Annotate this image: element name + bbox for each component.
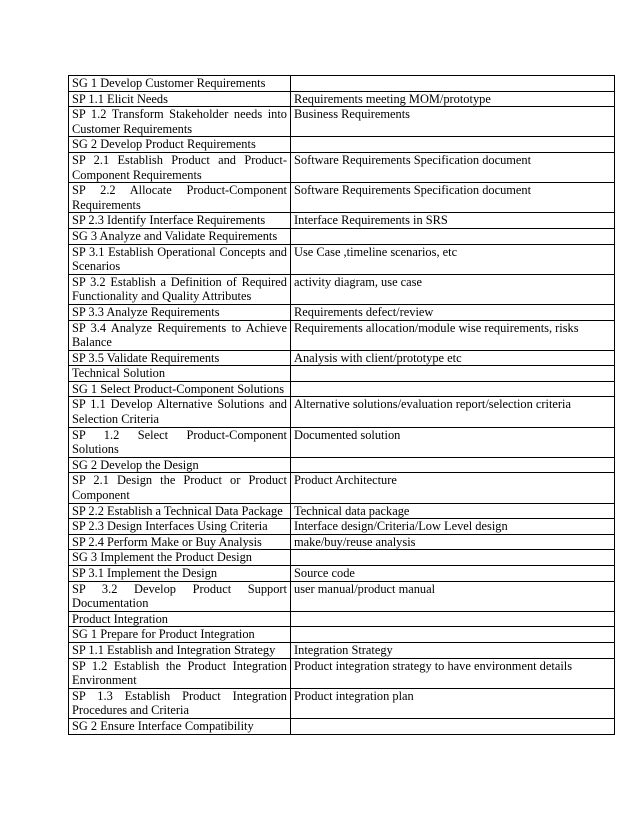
practice-cell: SP 2.1 Design the Product or Product Component — [69, 473, 291, 503]
artifact-cell: Source code — [291, 566, 615, 582]
practice-cell: SP 2.3 Design Interfaces Using Criteria — [69, 519, 291, 535]
artifact-cell: Interface design/Criteria/Low Level design — [291, 519, 615, 535]
table-row — [69, 91, 615, 107]
practice-cell: SG 2 Ensure Interface Compatibility — [69, 718, 291, 734]
table-row — [69, 534, 615, 550]
table-row — [69, 581, 615, 611]
practice-cell: SP 3.3 Analyze Requirements — [69, 304, 291, 320]
practice-cell: SP 3.1 Establish Operational Concepts and Scenarios — [69, 244, 291, 274]
artifact-cell: Product integration strategy to have environment details — [291, 658, 615, 688]
requirements-mapping-table — [68, 75, 615, 735]
artifact-cell: user manual/product manual — [291, 581, 615, 611]
artifact-cell: make/buy/reuse analysis — [291, 534, 615, 550]
practice-cell: SP 2.3 Identify Interface Requirements — [69, 213, 291, 229]
table-row — [69, 107, 615, 137]
artifact-cell — [291, 228, 615, 244]
table-row — [69, 658, 615, 688]
table-row — [69, 718, 615, 734]
table-row — [69, 642, 615, 658]
practice-cell: SP 3.2 Develop Product Support Documentation — [69, 581, 291, 611]
table-row — [69, 550, 615, 566]
table-body — [69, 76, 615, 735]
practice-cell: SP 1.2 Select Product-Component Solutions — [69, 427, 291, 457]
table-row — [69, 137, 615, 153]
table-row — [69, 320, 615, 350]
practice-cell: SP 2.4 Perform Make or Buy Analysis — [69, 534, 291, 550]
table-row — [69, 427, 615, 457]
practice-cell: SG 3 Analyze and Validate Requirements — [69, 228, 291, 244]
table-row — [69, 503, 615, 519]
practice-cell: SG 2 Develop the Design — [69, 457, 291, 473]
artifact-cell — [291, 611, 615, 627]
artifact-cell — [291, 550, 615, 566]
practice-cell: Product Integration — [69, 611, 291, 627]
artifact-cell — [291, 627, 615, 643]
table-row — [69, 366, 615, 382]
table-row — [69, 244, 615, 274]
artifact-cell: Alternative solutions/evaluation report/selection criteria — [291, 397, 615, 427]
table-row — [69, 397, 615, 427]
table-row — [69, 274, 615, 304]
practice-cell: SP 2.2 Allocate Product-Component Requirements — [69, 183, 291, 213]
artifact-cell: Business Requirements — [291, 107, 615, 137]
practice-cell: SP 3.2 Establish a Definition of Required Functionality and Quality Attributes — [69, 274, 291, 304]
artifact-cell: Requirements meeting MOM/prototype — [291, 91, 615, 107]
practice-cell: SP 1.2 Establish the Product Integration Environment — [69, 658, 291, 688]
artifact-cell: Interface Requirements in SRS — [291, 213, 615, 229]
artifact-cell: Product Architecture — [291, 473, 615, 503]
practice-cell: SP 1.2 Transform Stakeholder needs into Customer Requirements — [69, 107, 291, 137]
table-row — [69, 688, 615, 718]
table-row — [69, 350, 615, 366]
artifact-cell — [291, 366, 615, 382]
practice-cell: SP 1.1 Establish and Integration Strategy — [69, 642, 291, 658]
table-row — [69, 519, 615, 535]
practice-cell: SP 2.1 Establish Product and Product-Component Requirements — [69, 152, 291, 182]
table-row — [69, 473, 615, 503]
table-row — [69, 611, 615, 627]
artifact-cell: Software Requirements Specification document — [291, 152, 615, 182]
practice-cell: SP 1.3 Establish Product Integration Procedures and Criteria — [69, 688, 291, 718]
artifact-cell: Product integration plan — [291, 688, 615, 718]
artifact-cell: Use Case ,timeline scenarios, etc — [291, 244, 615, 274]
practice-cell: SP 3.1 Implement the Design — [69, 566, 291, 582]
artifact-cell: Software Requirements Specification document — [291, 183, 615, 213]
practice-cell: SP 1.1 Develop Alternative Solutions and Selection Criteria — [69, 397, 291, 427]
practice-cell: SG 3 Implement the Product Design — [69, 550, 291, 566]
artifact-cell — [291, 76, 615, 92]
practice-cell: SG 1 Prepare for Product Integration — [69, 627, 291, 643]
artifact-cell: activity diagram, use case — [291, 274, 615, 304]
artifact-cell — [291, 137, 615, 153]
table-row — [69, 457, 615, 473]
table-row — [69, 627, 615, 643]
artifact-cell: Requirements defect/review — [291, 304, 615, 320]
table-row — [69, 152, 615, 182]
practice-cell: SG 1 Select Product-Component Solutions — [69, 381, 291, 397]
artifact-cell: Integration Strategy — [291, 642, 615, 658]
table-row — [69, 213, 615, 229]
artifact-cell: Technical data package — [291, 503, 615, 519]
table-row — [69, 566, 615, 582]
artifact-cell: Requirements allocation/module wise requirements, risks — [291, 320, 615, 350]
artifact-cell: Documented solution — [291, 427, 615, 457]
artifact-cell — [291, 718, 615, 734]
artifact-cell — [291, 457, 615, 473]
table-row — [69, 381, 615, 397]
artifact-cell — [291, 381, 615, 397]
practice-cell: SP 3.5 Validate Requirements — [69, 350, 291, 366]
table-row — [69, 183, 615, 213]
table-row — [69, 304, 615, 320]
practice-cell: Technical Solution — [69, 366, 291, 382]
artifact-cell: Analysis with client/prototype etc — [291, 350, 615, 366]
practice-cell: SP 3.4 Analyze Requirements to Achieve Balance — [69, 320, 291, 350]
table-row — [69, 76, 615, 92]
practice-cell: SP 1.1 Elicit Needs — [69, 91, 291, 107]
table-row — [69, 228, 615, 244]
practice-cell: SG 1 Develop Customer Requirements — [69, 76, 291, 92]
practice-cell: SP 2.2 Establish a Technical Data Package — [69, 503, 291, 519]
practice-cell: SG 2 Develop Product Requirements — [69, 137, 291, 153]
